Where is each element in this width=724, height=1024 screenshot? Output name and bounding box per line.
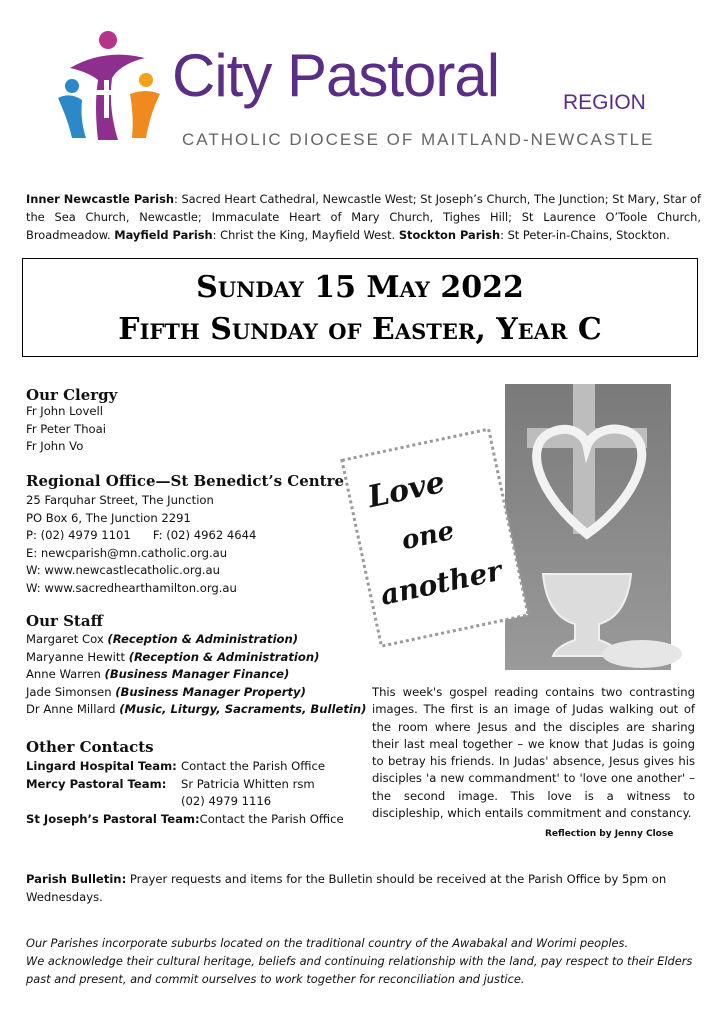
contact-row: Mercy Pastoral Team: Sr Patricia Whitten rsm	[26, 776, 315, 791]
another-word: another	[377, 553, 505, 612]
office-po-box: PO Box 6, The Junction 2291	[26, 510, 191, 525]
staff-member: Anne Warren (Business Manager Finance)	[26, 667, 290, 681]
staff-member: Margaret Cox (Reception & Administration)	[26, 632, 299, 646]
staff-heading: Our Staff	[26, 612, 103, 630]
office-website: W: www.newcastlecatholic.org.au	[26, 563, 220, 577]
gospel-reflection: This week's gospel reading contains two contrasting images. The first is an image of Judas walking out of the room where Jesus and the disciples are sharing their last meal together – we know that Judas is going to betray his friends. In Judas' absence, Jesus gives his disciples 'a new commandment' to 'love one another' – the second image. This love is a witness to discipleship, which entails commitment and constancy.	[372, 685, 695, 821]
one-word: one	[398, 515, 457, 557]
inner-parish-churches: : Sacred Heart Cathedral, Newcastle West; St Joseph’s Church, The Junction; St Mary, Star of the Sea Church, Newcastle; Immaculate Heart of Mary Church, Tighes Hill; St Laurence O’Toole Church, Broadmeadow.	[26, 192, 701, 242]
mayfield-parish-churches: : Christ the King, Mayfield West.	[212, 228, 399, 242]
staff-member: Maryanne Hewitt (Reception & Administration)	[26, 649, 320, 664]
parish-list	[26, 190, 701, 244]
acknowledgement-line: Our Parishes incorporate suburbs located on the traditional country of the Awabakal and Worimi peoples.	[26, 936, 629, 950]
liturgical-title: Fifth Sunday of Easter, Year C	[118, 312, 602, 347]
title-box	[22, 258, 698, 357]
brand-title: City Pastoral	[172, 42, 500, 109]
love-one-another-card	[342, 429, 528, 646]
clergy-name: Fr John Lovell	[26, 404, 103, 418]
contact-row: (02) 4979 1116	[181, 794, 272, 808]
acknowledgement-of-country	[26, 934, 698, 988]
bulletin-note	[26, 870, 696, 906]
bulletin-text: Prayer requests and items for the Bulletin should be received at the Parish Office by 5pm on Wednesdays.	[26, 872, 667, 904]
reflection-credit: Reflection by Jenny Close	[545, 829, 674, 839]
brand-region: REGION	[563, 91, 646, 114]
contacts-heading: Other Contacts	[26, 738, 154, 756]
staff-member: Dr Anne Millard (Music, Liturgy, Sacraments, Bulletin)	[26, 702, 367, 716]
city-pastoral-logo-icon	[50, 28, 168, 146]
acknowledgement-line: We acknowledge their cultural heritage, beliefs and continuing relationship with the land, pay respect to their Elders past and present, and commit ourselves to work together for reconciliation and justice.	[26, 954, 693, 986]
clergy-heading: Our Clergy	[26, 386, 118, 404]
contact-row: Lingard Hospital Team: Contact the Parish Office	[26, 759, 325, 773]
office-heading: Regional Office—St Benedict’s Centre	[26, 472, 345, 490]
contact-row: St Joseph’s Pastoral Team: Contact the Parish Office	[26, 811, 344, 826]
office-phone-fax: P: (02) 4979 1101 F: (02) 4962 4644	[26, 528, 257, 542]
stockton-parish-churches: : St Peter-in-Chains, Stockton.	[500, 228, 670, 242]
staff-member: Jade Simonsen (Business Manager Property)	[26, 684, 306, 699]
clergy-list	[26, 403, 106, 456]
love-word: Love	[364, 464, 448, 516]
inner-parish-label: Inner Newcastle Parish	[26, 192, 174, 206]
office-website: W: www.sacredhearthamilton.org.au	[26, 580, 237, 595]
clergy-name: Fr Peter Thoai	[26, 421, 106, 436]
clergy-name: Fr John Vo	[26, 439, 84, 453]
diocese-name: CATHOLIC DIOCESE OF MAITLAND-NEWCASTLE	[182, 130, 655, 149]
mayfield-parish-label: Mayfield Parish	[114, 228, 213, 242]
contacts-list	[26, 758, 346, 828]
office-email: E: newcparish@mn.catholic.org.au	[26, 545, 228, 560]
staff-list	[26, 631, 366, 719]
office-address: 25 Farquhar Street, The Junction	[26, 493, 214, 507]
love-one-another-image	[337, 384, 701, 684]
office-details	[26, 492, 256, 597]
bulletin-label: Parish Bulletin:	[26, 872, 127, 886]
stockton-parish-label: Stockton Parish	[398, 228, 501, 242]
date-title: Sunday 15 May 2022	[196, 270, 524, 305]
